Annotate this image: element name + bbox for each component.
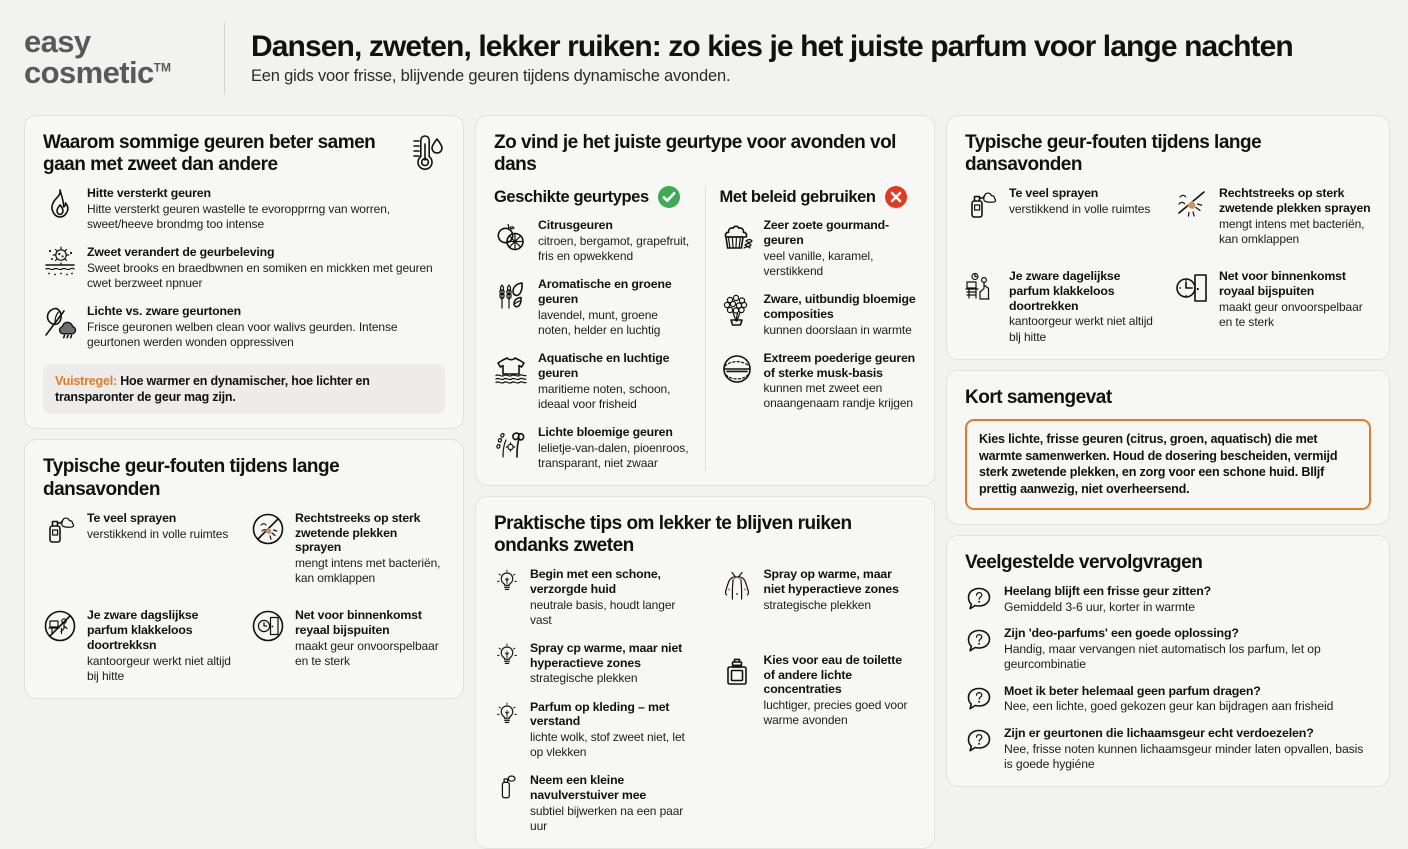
list-item-desc: subtiel bijwerken na een paar uur [530, 803, 684, 833]
lightbulb-icon [494, 701, 520, 727]
leaf-cloud-icon [43, 305, 77, 339]
list-item-desc: strategische plekken [530, 671, 638, 686]
faq-item [965, 626, 1371, 672]
list-item-desc: mengt intens met bacteriën, kan omklappen [1219, 216, 1365, 247]
list-item-desc: verstikkend in volle ruimtes [1009, 202, 1151, 217]
list-item [720, 292, 917, 338]
list-item-desc: kunnen doorslaan in warmte [763, 322, 912, 337]
faq-list [965, 584, 1371, 772]
list-item-title: Aromatische en groene geuren [538, 277, 672, 307]
list-item-desc: verstikkend in volle ruimtes [87, 526, 229, 541]
bad-heading-row [720, 186, 917, 208]
card-title: Typische geur-fouten tijdens lange dansavonden [43, 456, 340, 500]
check-circle-icon [658, 186, 680, 208]
card-title: Veelgestelde vervolgvragen [965, 551, 1203, 573]
shirt-water-icon [494, 352, 528, 386]
tips-right-column [720, 567, 917, 834]
lightbulb-icon [494, 568, 520, 594]
tips-divider [705, 567, 706, 834]
card-title: Waarom sommige geuren beter samen gaan met zweet dan andere [43, 132, 376, 176]
card-title: Zo vind je het juiste geurtype voor avonden vol dans [494, 132, 896, 176]
good-column [494, 186, 691, 470]
no-sweaty-skin-icon [251, 512, 285, 546]
list-item-title: Extreem poederige geuren of sterke musk-basis [763, 350, 916, 380]
list-item-title: Hitte versterkt geuren [87, 186, 211, 201]
faq-item [965, 684, 1371, 715]
herbs-leaf-icon [494, 278, 528, 312]
body-zones-icon [720, 568, 754, 602]
list-item [494, 218, 691, 264]
list-item [494, 700, 691, 761]
good-items-list [494, 218, 691, 470]
list-item [43, 245, 445, 291]
thermometer-droplet-icon [401, 130, 445, 174]
list-item [43, 304, 445, 350]
list-item [494, 567, 691, 628]
rule-of-thumb-box [43, 364, 445, 414]
header [0, 0, 1408, 110]
travel-atomizer-icon [494, 774, 520, 800]
list-item [494, 641, 691, 687]
flower-light-icon [494, 426, 528, 460]
list-item [1175, 269, 1371, 344]
clock-door-icon [1175, 270, 1209, 304]
list-item-title: Lichte vs. zware geurtonen [87, 304, 241, 319]
list-item-title: Rechtstreeks op sterk zwetende plekken sprayen [1219, 186, 1371, 216]
list-item [965, 269, 1161, 344]
list-item-title: Zweet verandert de geurbeleving [87, 245, 275, 260]
list-item-desc: strategische plekken [763, 597, 871, 612]
lightbulb-icon [494, 642, 520, 668]
faq-answer: Nee, frisse noten kunnen lichaamsgeur minder laten opvallen, basis is goede hygiéne [1004, 741, 1364, 771]
perfume-flacon-icon [720, 654, 754, 688]
list-item-desc: kantoorgeur werkt niet altijd blj hitte [1009, 314, 1153, 344]
card-title: Praktische tips om lekker te blijven ruiken ondanks zweten [494, 512, 852, 557]
column-left [24, 115, 464, 849]
tips-right-list [720, 567, 917, 728]
list-item-title: Spray cp warme, maar niet hyperactieve zones [530, 640, 683, 670]
header-text [225, 30, 1384, 87]
list-item-desc: maakt geur onvoorspelbaar en te sterk [1219, 299, 1363, 329]
list-item [494, 773, 691, 834]
bad-column [720, 186, 917, 470]
list-item [251, 608, 445, 683]
list-item-title: Zeer zoete gourmand-geuren [763, 218, 889, 248]
summary-text-box: Kies lichte, frisse geuren (citrus, groen, aquatisch) die met warmte samenwerken. Houd de dosering bescheiden, vermijd sterk zwetende plekken, en zorg voor een schone huid. Blljf prettig aanwezig, niet overheersend. [965, 419, 1371, 510]
list-item [965, 186, 1161, 247]
mistakes-top-grid [965, 186, 1371, 344]
list-item-desc: lichte wolk, stof zweet niet, let op vlekken [530, 730, 685, 760]
list-item-title: Net voor binnenkomst reyaal bijspuiten [295, 608, 422, 637]
list-item-title: Citrusgeuren [538, 218, 613, 233]
why-items-list [43, 186, 445, 350]
faq-question: Heelang blijft een frisse geur zitten? [1004, 584, 1212, 598]
column-right [946, 115, 1390, 849]
list-item-desc: maakt geur onvoorspelbaar en te sterk [295, 638, 439, 668]
tips-split [494, 567, 916, 834]
list-item-title: Parfum op kleding – met verstand [530, 699, 670, 729]
faq-question: Moet ik beter helemaal geen parfum dragen? [1004, 683, 1261, 698]
column-middle [475, 115, 935, 849]
list-item-title: Zware, uitbundig bloemige composities [763, 292, 916, 321]
scent-split [494, 186, 916, 470]
card-summary [946, 370, 1390, 525]
brand-logo [24, 26, 224, 90]
list-item-desc: luchtiger, precies goed voor warme avonden [763, 698, 908, 728]
cards-grid [0, 110, 1408, 833]
trademark-symbol: TM [153, 60, 171, 75]
rule-label: Vuistregel: [55, 374, 117, 389]
clock-door-circle-icon [251, 609, 285, 643]
list-item-title: Rechtstreeks op sterk zwetende plekken sprayen [295, 510, 421, 555]
list-item-title: Te veel sprayen [87, 510, 177, 525]
list-item [494, 277, 691, 338]
list-item-title: Aquatische en luchtige geuren [538, 351, 670, 380]
list-item-title: Te veel sprayen [1009, 186, 1099, 201]
tips-left-list [494, 567, 691, 834]
list-item-desc: maritieme noten, schoon, ideaal voor frisheid [538, 381, 671, 411]
card-find-scent-type [475, 115, 935, 486]
list-item [720, 567, 917, 613]
question-bubble-icon [965, 585, 993, 613]
spray-bottle-icon [965, 187, 999, 221]
list-item-title: Lichte bloemige geuren [538, 424, 673, 439]
card-title: Kort samengevat [965, 386, 1112, 408]
citrus-icon [494, 219, 528, 253]
list-item-desc: lelietje-van-dalen, pioenroos, transparant, niet zwaar [538, 440, 689, 470]
list-item [1175, 186, 1371, 247]
cupcake-icon [720, 219, 754, 253]
card-title: Typische geur-fouten tijdens lange dansavonden [965, 132, 1262, 176]
tips-left-column [494, 567, 691, 834]
faq-question: Zijn er geurtonen die lichaamsgeur echt verdoezelen? [1004, 725, 1314, 740]
card-mistakes-bottom [24, 439, 464, 698]
faq-item [965, 584, 1371, 615]
list-item-title: Neem een kleine navulverstuiver mee [530, 773, 647, 803]
list-item-desc: Sweet brooks en braedbwnen en somiken en mickken met geuren cwet berzweet npnuer [87, 261, 433, 291]
cross-circle-icon [885, 186, 907, 208]
spray-bottle-icon [43, 512, 77, 546]
faq-answer: Nee, een lichte, goed gekozen geur kan bijdragen aan frisheid [1004, 699, 1334, 714]
mistakes-bottom-grid [43, 511, 445, 684]
list-item [494, 425, 691, 471]
list-item-desc: citroen, bergamot, grapefruit, fris en opwekkend [538, 234, 690, 264]
question-bubble-icon [965, 627, 993, 655]
card-faq [946, 535, 1390, 787]
list-item [494, 351, 691, 412]
list-item [43, 186, 445, 232]
bacteria-skin-icon [43, 246, 77, 280]
list-item [251, 511, 445, 586]
page-title: Dansen, zweten, lekker ruiken: zo kies je het juiste parfum voor lange nachten [251, 29, 1293, 63]
no-office-desk-icon [43, 609, 77, 643]
list-item-desc: lavendel, munt, groene noten, helder en luchtig [538, 307, 661, 338]
faq-answer: Handig, maar vervangen niet automatisch los parfum, let op geurcombinatie [1004, 642, 1321, 672]
good-heading: Geschikte geurtypes [494, 187, 649, 206]
page-subtitle: Een gids voor frisse, blijvende geuren tijdens dynamische avonden. [251, 67, 731, 86]
faq-answer: Gemiddeld 3-6 uur, korter in warmte [1004, 599, 1195, 614]
flame-icon [43, 187, 77, 221]
card-mistakes-top [946, 115, 1390, 360]
bad-heading: Met beleid gebruiken [719, 187, 876, 206]
split-divider [705, 186, 706, 470]
rule-text: Hoe warmer en dynamischer, hoe lichter en transparonter de geur mag zijn. [55, 374, 370, 405]
list-item-title: Je zware dagelijkse parfum klakkeloos doortrekken [1009, 269, 1121, 313]
list-item-desc: Hitte versterkt geuren wastelle te evoropprrng van worren, sweet/heeve brondmg too intense [87, 202, 391, 232]
list-item-title: Net voor binnenkomst royaal bijspuiten [1219, 269, 1346, 298]
brand-logo-line1: easy [24, 24, 91, 60]
good-heading-row [494, 186, 691, 208]
sweaty-skin-icon [1175, 187, 1209, 221]
list-item-desc: kantoorgeur werkt niet altijd bij hitte [87, 653, 231, 683]
powder-musk-icon [720, 352, 754, 386]
list-item-desc: neutrale basis, houdt langer vast [530, 597, 676, 627]
office-desk-icon [965, 270, 999, 304]
list-item-title: Je zware dagslijkse parfum klakkeloos doortrekksn [87, 608, 199, 652]
bouquet-icon [720, 293, 754, 327]
list-item [720, 218, 917, 279]
list-item-title: Spray op warme, maar niet hyperactieve zones [763, 567, 899, 596]
list-item-title: Kies voor eau de toilette of andere lichte concentraties [763, 652, 902, 697]
list-item-desc: Frisce geuronen welben clean voor walivs geurden. Intense geurtonen werden wonden oppressiven [87, 320, 398, 350]
question-bubble-icon [965, 727, 993, 755]
list-item [43, 511, 237, 586]
card-practical-tips [475, 496, 935, 849]
card-why-scents [24, 115, 464, 429]
list-item [43, 608, 237, 683]
list-item-desc: veel vanille, karamel, verstikkend [763, 248, 874, 279]
list-item-title: Begin met een schone, verzorgde huid [530, 567, 661, 596]
list-item [720, 351, 917, 412]
question-bubble-icon [965, 685, 993, 713]
faq-item [965, 726, 1371, 772]
list-item-desc: kunnen met zweet een onaangenaam randje krijgen [763, 381, 914, 411]
faq-question: Zijn 'deo-parfums' een goede oplossing? [1004, 626, 1239, 641]
brand-logo-line2: cosmetic™ [24, 55, 171, 91]
list-item [720, 653, 917, 728]
list-item-desc: mengt intens met bacteriën, kan omklappen [295, 556, 441, 586]
bad-items-list [720, 218, 917, 411]
